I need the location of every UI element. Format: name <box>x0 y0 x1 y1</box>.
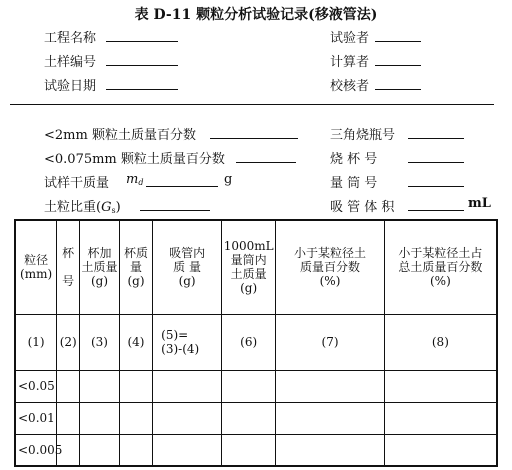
table-header-row <box>15 220 497 314</box>
data-cell[interactable] <box>80 434 120 466</box>
dry-mass-label: 试样干质量 <box>44 176 110 191</box>
data-cell[interactable] <box>57 402 80 434</box>
table-row <box>15 402 497 434</box>
table-index-row <box>15 314 497 370</box>
header-cell: 杯加 土质量 (g) <box>80 220 120 314</box>
data-cell[interactable] <box>153 402 222 434</box>
index-cell: (3) <box>80 314 120 370</box>
data-cell[interactable] <box>276 434 385 466</box>
test-date-label: 试验日期 <box>44 79 97 94</box>
sample-no-blank[interactable] <box>106 65 178 66</box>
row-label: <0.05 <box>15 370 57 402</box>
lt0075-label: <0.075mm 颗粒土质量百分数 <box>44 152 225 167</box>
cylinder-blank[interactable] <box>408 186 464 187</box>
tester-label: 试验者 <box>330 31 370 46</box>
project-name-label: 工程名称 <box>44 31 97 46</box>
header-cell: 杯质 量 (g) <box>119 220 152 314</box>
checker-blank[interactable] <box>375 89 421 90</box>
flask-no-blank[interactable] <box>408 138 464 139</box>
table-row <box>15 434 497 466</box>
index-cell: (4) <box>119 314 152 370</box>
pipette-volume-blank[interactable] <box>408 210 464 211</box>
index-cell: (1) <box>15 314 57 370</box>
data-cell[interactable] <box>57 370 80 402</box>
flask-no-label: 三角烧瓶号 <box>330 128 396 143</box>
data-cell[interactable] <box>119 434 152 466</box>
row-label: <0.005 <box>15 434 57 466</box>
index-cell: (8) <box>384 314 497 370</box>
sample-no-label: 土样编号 <box>44 55 97 70</box>
section-divider <box>10 104 494 105</box>
lt0075-blank[interactable] <box>236 162 296 163</box>
data-cell[interactable] <box>153 370 222 402</box>
data-cell[interactable] <box>222 434 276 466</box>
lt2mm-label: <2mm 颗粒土质量百分数 <box>44 128 196 143</box>
dry-mass-unit: g <box>224 172 233 187</box>
data-cell[interactable] <box>119 370 152 402</box>
data-cell[interactable] <box>384 402 497 434</box>
tester-blank[interactable] <box>375 41 421 42</box>
dry-mass-symbol: $m_d$ <box>126 172 144 187</box>
data-cell[interactable] <box>384 434 497 466</box>
index-cell: (5)= (3)-(4) <box>153 314 222 370</box>
data-cell[interactable] <box>222 370 276 402</box>
dry-mass-blank[interactable] <box>146 186 218 187</box>
data-cell[interactable] <box>384 370 497 402</box>
checker-label: 校核者 <box>330 79 370 94</box>
gs-blank[interactable] <box>140 210 210 211</box>
calculator-blank[interactable] <box>375 65 421 66</box>
header-cell: 杯 号 <box>57 220 80 314</box>
row-label: <0.01 <box>15 402 57 434</box>
pipette-volume-label: 吸 管 体 积 <box>330 200 395 215</box>
data-cell[interactable] <box>222 402 276 434</box>
beaker-blank[interactable] <box>408 162 464 163</box>
index-cell: (2) <box>57 314 80 370</box>
test-date-blank[interactable] <box>106 89 178 90</box>
table-row <box>15 370 497 402</box>
data-cell[interactable] <box>276 402 385 434</box>
data-cell[interactable] <box>80 402 120 434</box>
header-cell: 小于某粒径土 质量百分数 (%) <box>276 220 385 314</box>
project-name-blank[interactable] <box>106 41 178 42</box>
data-cell[interactable] <box>153 434 222 466</box>
index-cell: (7) <box>276 314 385 370</box>
data-cell[interactable] <box>119 402 152 434</box>
cylinder-label: 量 筒 号 <box>330 176 378 191</box>
page-title: 表 D-11 颗粒分析试验记录(移液管法) <box>134 7 378 23</box>
gs-label: 土粒比重$(G_s)$ <box>44 200 121 215</box>
header-cell: 小于某粒径土占 总土质量百分数 (%) <box>384 220 497 314</box>
header-cell: 粒径 (mm) <box>15 220 57 314</box>
beaker-label: 烧 杯 号 <box>330 152 378 167</box>
pipette-analysis-table <box>14 219 498 467</box>
calculator-label: 计算者 <box>330 55 370 70</box>
index-cell: (6) <box>222 314 276 370</box>
data-cell[interactable] <box>80 370 120 402</box>
data-cell[interactable] <box>276 370 385 402</box>
lt2mm-blank[interactable] <box>210 138 298 139</box>
pipette-volume-unit: mL <box>468 196 491 211</box>
header-cell: 吸管内 质 量 (g) <box>153 220 222 314</box>
header-cell: 1000mL 量筒内 土质量 (g) <box>222 220 276 314</box>
